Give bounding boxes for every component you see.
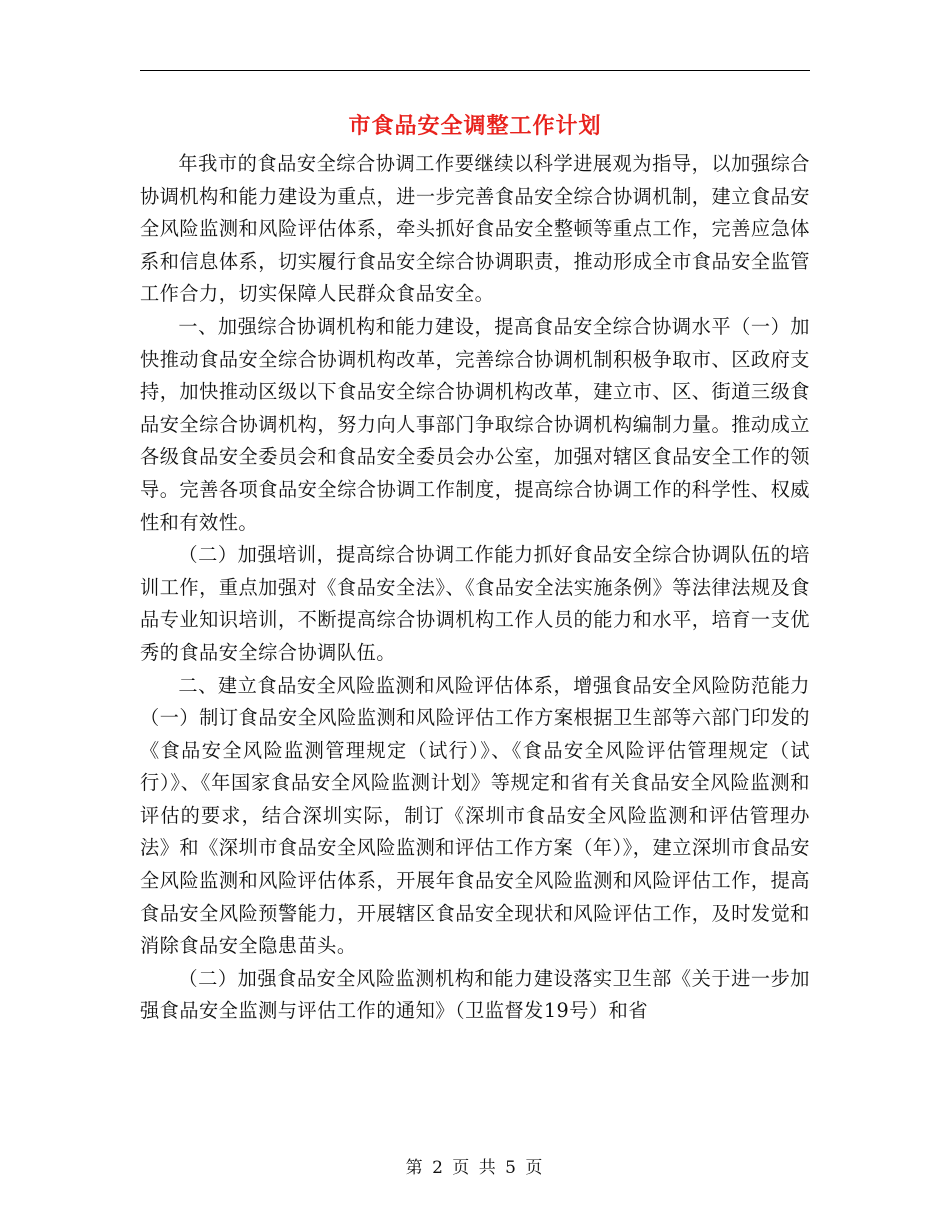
- header-rule: [140, 70, 810, 71]
- paragraph-monitoring: （二）加强食品安全风险监测机构和能力建设落实卫生部《关于进一步加强食品安全监测与评估工作的通知》（卫监督发19号）和省: [140, 966, 810, 1023]
- paragraph-section-two: 二、建立食品安全风险监测和风险评估体系，增强食品安全风险防范能力（一）制订食品安全风险监测和风险评估工作方案根据卫生部等六部门印发的《食品安全风险监测管理规定（试行）》、《食品安全风险评估管理规定（试行）》、《年国家食品安全风险监测计划》等规定和省有关食品安全风险监测和评估的要求，结合深圳实际，制订《深圳市食品安全风险监测和评估管理办法》和《深圳市食品安全风险监测和评估工作方案（年）》，建立深圳市食品安全风险监测和风险评估体系，开展年食品安全风险监测和风险评估工作，提高食品安全风险预警能力，开展辖区食品安全现状和风险评估工作，及时发觉和消除食品安全隐患苗头。: [140, 673, 810, 958]
- document-body: [140, 148, 810, 1028]
- page-number-footer: 第 2 页 共 5 页: [405, 1158, 545, 1178]
- paragraph-section-one: 一、加强综合协调机构和能力建设，提高食品安全综合协调水平（一）加快推动食品安全综合协调机构改革，完善综合协调机制积极争取市、区政府支持，加快推动区级以下食品安全综合协调机构改革，建立市、区、街道三级食品安全综合协调机构，努力向人事部门争取综合协调机构编制力量。推动成立各级食品安全委员会和食品安全委员会办公室，加强对辖区食品安全工作的领导。完善各项食品安全综合协调工作制度，提高综合协调工作的科学性、权威性和有效性。: [140, 314, 810, 534]
- document-title: 市食品安全调整工作计划: [348, 113, 602, 139]
- paragraph-intro: 年我市的食品安全综合协调工作要继续以科学进展观为指导，以加强综合协调机构和能力建设为重点，进一步完善食品安全综合协调机制，建立食品安全风险监测和风险评估体系，牵头抓好食品安全整顿等重点工作，完善应急体系和信息体系，切实履行食品安全综合协调职责，推动形成全市食品安全监管工作合力，切实保障人民群众食品安全。: [140, 152, 810, 306]
- paragraph-training: （二）加强培训，提高综合协调工作能力抓好食品安全综合协调队伍的培训工作，重点加强对《食品安全法》、《食品安全法实施条例》等法律法规及食品专业知识培训，不断提高综合协调机构工作人员的能力和水平，培育一支优秀的食品安全综合协调队伍。: [140, 543, 810, 664]
